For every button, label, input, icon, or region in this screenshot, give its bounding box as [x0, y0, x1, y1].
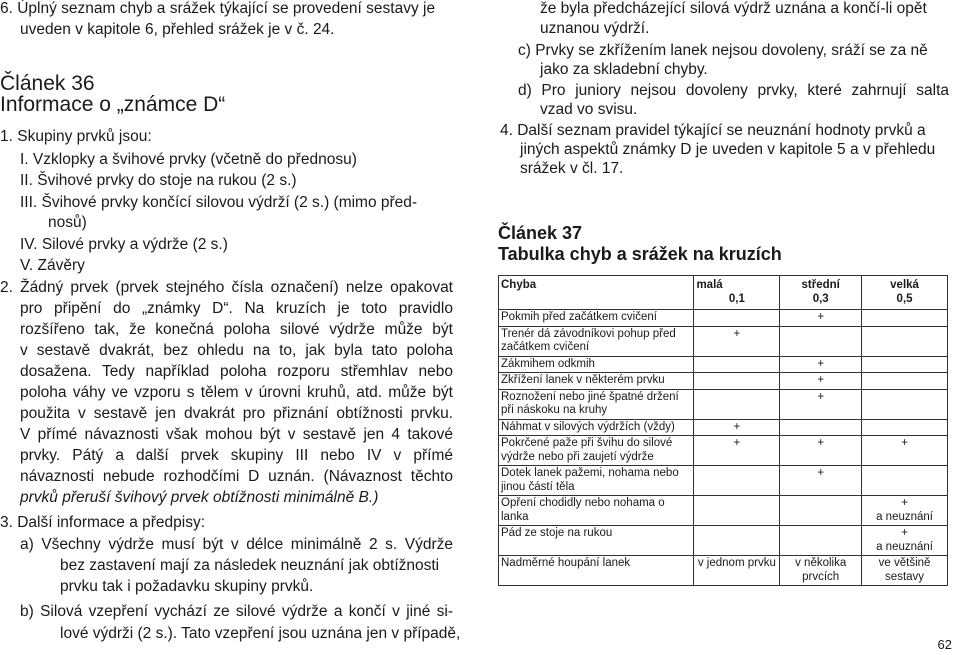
large-cell: [862, 356, 948, 373]
article-37-subtitle: Tabulka chyb a srážek na kruzích: [498, 244, 782, 264]
small-cell: v jednom prvku: [694, 556, 780, 586]
large-cell: +: [862, 436, 948, 466]
point-3b-line: b) Silová vzepření vychází ze silové výdrže a končí v jiné si-: [20, 603, 453, 620]
fault-cell: Roznožení nebo jiné špatné držení při náskoku na kruhy: [499, 389, 694, 419]
group-item: IV. Silové prvky a výdrže (2 s.): [20, 236, 228, 253]
point-2-line: návaznosti nebude rozhodčími D uznán. (Návaznost těchto: [20, 468, 453, 485]
point-2-line: rozšířeno tak, že konečná poloha silové výdrže může být: [20, 321, 453, 338]
point-4-line: jiných aspektů známky D je uveden v kapitole 5 a v přehledu: [520, 141, 936, 158]
article-36-title: Článek 36: [0, 72, 95, 95]
large-cell: [862, 326, 948, 356]
point-2-line: v sestavě dvakrát, bez ohledu na to, jak byla tato poloha: [20, 342, 453, 359]
fault-cell: Zákmihem odkmih: [499, 356, 694, 373]
header-large: velká 0,5: [862, 276, 948, 310]
point-d-line: vzad vo svisu.: [540, 101, 638, 118]
page-number: 62: [937, 637, 952, 652]
medium-cell: +: [780, 356, 862, 373]
large-cell: [862, 419, 948, 436]
small-cell: [694, 310, 780, 327]
point-4-line: srážek v čl. 17.: [520, 160, 624, 177]
large-cell: ve většině sestavy: [862, 556, 948, 586]
point-3a-line: a) Všechny výdrže musí být v délce minimálně 2 s. Výdrže: [20, 536, 453, 553]
point-3: 3. Další informace a předpisy:: [0, 514, 206, 531]
article-36-subtitle: Informace o „známce D“: [0, 93, 226, 116]
table-row: [499, 310, 948, 327]
small-cell: [694, 526, 780, 556]
fault-cell: Pokmih před začátkem cvičení: [499, 310, 694, 327]
small-cell: +: [694, 326, 780, 356]
point-2-line: 2. Žádný prvek (prvek stejného čísla označení) nelze opakovat: [0, 279, 453, 296]
table-row: [499, 556, 948, 586]
table-row: [499, 356, 948, 373]
point-3b-line: lové výdrži (2 s.). Tato vzepření jsou uznána jen v případě,: [60, 625, 461, 642]
table-row: [499, 466, 948, 496]
point-2-line: pro připění do „známky D“. Na kruzích je toto pravidlo: [20, 300, 453, 317]
medium-cell: +: [780, 389, 862, 419]
group-item: V. Závěry: [20, 257, 85, 274]
point-2-line: dosažena. Tedy například poloha rozporu střemhlav nebo: [20, 363, 453, 380]
large-cell: [862, 373, 948, 390]
fault-cell: Nadměrné houpání lanek: [499, 556, 694, 586]
group-item: II. Švihové prvky do stoje na rukou (2 s.): [20, 172, 297, 189]
medium-cell: v několika prvcích: [780, 556, 862, 586]
table-row: [499, 373, 948, 390]
intro-line-1: 6. Úplný seznam chyb a srážek týkající se provedení sestavy je: [0, 0, 436, 17]
table-row: [499, 389, 948, 419]
point-2-line: V přímé návaznosti však mohou být v sestavě jen 4 takové: [20, 426, 453, 443]
article-37-title: Článek 37: [498, 223, 583, 243]
table-row: [499, 526, 948, 556]
point-2-line: prvky. Pátý a další prvek skupiny III nebo IV v přímé: [20, 447, 453, 464]
point-4-line: 4. Další seznam pravidel týkající se neuznání hodnoty prvků a: [500, 122, 926, 139]
point-2-line: použita v sestavě jen dvakrát pro přiznání obtížnosti prvku.: [20, 405, 453, 422]
point-3b-cont: že byla předcházející silová výdrž uznána a končí-li opět: [540, 0, 927, 17]
point-c-line: c) Prvky se zkřížením lanek nejsou dovoleny, sráží se za ně: [518, 42, 928, 59]
fault-cell: Dotek lanek pažemi, nohama nebo jinou částí těla: [499, 466, 694, 496]
point-d-line: d) Pro juniory nejsou dovoleny prvky, které zahrnují salta: [518, 82, 949, 99]
small-cell: [694, 496, 780, 526]
medium-cell: [780, 326, 862, 356]
point-1: 1. Skupiny prvků jsou:: [0, 128, 152, 145]
small-cell: [694, 466, 780, 496]
medium-cell: +: [780, 466, 862, 496]
small-cell: [694, 356, 780, 373]
small-cell: +: [694, 436, 780, 466]
small-cell: [694, 373, 780, 390]
large-cell: + a neuznání: [862, 526, 948, 556]
header-fault: Chyba: [499, 276, 694, 310]
fault-cell: Pád ze stoje na rukou: [499, 526, 694, 556]
group-item-cont: nosů): [48, 214, 87, 231]
medium-cell: [780, 496, 862, 526]
point-2-line: prvků přeruší švihový prvek obtížnosti minimálně B.): [20, 489, 379, 506]
table-row: [499, 436, 948, 466]
faults-table: [498, 275, 948, 586]
table-row: [499, 496, 948, 526]
large-cell: [862, 310, 948, 327]
medium-cell: [780, 419, 862, 436]
point-2-line: poloha váhy ve vzporu s tělem v úrovni kruhů, atd. může být: [20, 384, 453, 401]
header-small: malá 0,1: [694, 276, 780, 310]
point-3a-line: bez zastavení mají za následek neuznání jak obtížnosti: [60, 557, 440, 574]
fault-cell: Pokrčené paže při švihu do silové výdrže nebo při zaujetí výdrže: [499, 436, 694, 466]
point-3b-cont: uznanou výdrží.: [540, 20, 650, 37]
group-item: I. Vzklopky a švihové prvky (včetně do přednosu): [20, 151, 357, 168]
large-cell: [862, 389, 948, 419]
large-cell: + a neuznání: [862, 496, 948, 526]
fault-cell: Náhmat v silových výdržích (vždy): [499, 419, 694, 436]
table-row: [499, 326, 948, 356]
medium-cell: [780, 526, 862, 556]
intro-line-2: uveden v kapitole 6, přehled srážek je v č. 24.: [20, 21, 335, 38]
medium-cell: +: [780, 436, 862, 466]
fault-cell: Trenér dá závodníkovi pohup před začátkem cvičení: [499, 326, 694, 356]
small-cell: +: [694, 419, 780, 436]
fault-cell: Zkřížení lanek v některém prvku: [499, 373, 694, 390]
header-medium: střední 0,3: [780, 276, 862, 310]
group-item: III. Švihové prvky končící silovou výdrží (2 s.) (mimo před-: [20, 194, 418, 211]
point-c-line: jako za skladební chyby.: [540, 61, 708, 78]
medium-cell: +: [780, 373, 862, 390]
large-cell: [862, 466, 948, 496]
small-cell: [694, 389, 780, 419]
table-header-row: [499, 276, 948, 310]
medium-cell: +: [780, 310, 862, 327]
table-row: [499, 419, 948, 436]
point-3a-line: prvku tak i požadavku skupiny prvků.: [60, 578, 314, 595]
fault-cell: Opření chodidly nebo nohama o lanka: [499, 496, 694, 526]
